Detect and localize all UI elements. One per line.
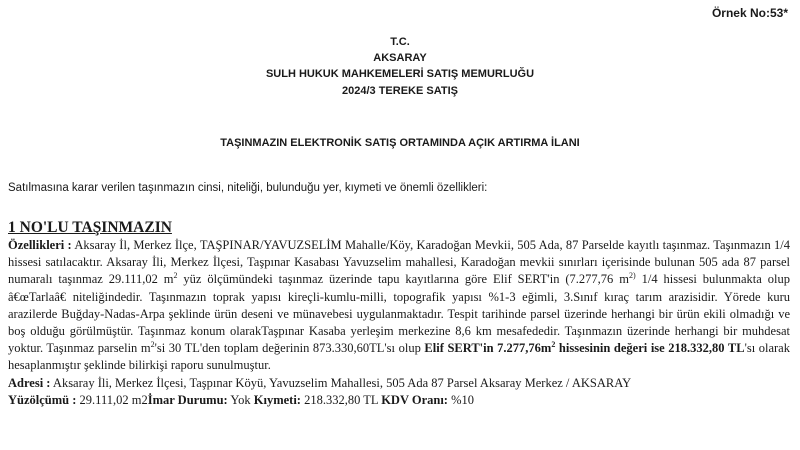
zoning-label: İmar Durumu:	[147, 392, 228, 407]
features-text-3: 1/4 hissesi bulunmakta olup â€œTarlaâ€ niteliğindedir. Taşınmazın toprak yapısı kireçli-kumlu-milli, topografik yapısı %1-3 eğimli, 3.Sınıf kıraç tarım arazisidir. Yörede kuru arazilerde Buğday-Nadas-Arpa şeklinde ürün deseni ve münavebesi uygulanmaktadır. Tespit tarihinde parsel üzerinde herhangi bir ürün ekili olmadığı ve boş olduğu görülmüştür. Taşınmaz konum olarakTaşpınar Kasaba yerleşim merkezine 8,6 km mesafededir. Taşınmazın üzerinde herhangi bir muhdesat yoktur. Taşınmaz parselin m	[8, 272, 790, 356]
features-text-2: yüz ölçümündeki taşınmaz üzerinde tapu kayıtlarına göre Elif SERT'in (7.277,76 m	[177, 272, 629, 287]
features-text-4: 'si 30 TL'den toplam değerinin 873.330,60TL'sı olup	[154, 341, 425, 356]
superscript-2d: 2	[551, 340, 556, 350]
property-details	[8, 237, 790, 409]
value-value: 218.332,80 TL	[300, 392, 382, 407]
features-text-1: Aksaray İl, Merkez İlçe, TAŞPINAR/YAVUZSELİM Mahalle/Köy, Karadoğan Mevkii, 505 Ada, 87 Parselde kayıtlı taşınmaz. Taşınmazın 1/4 hissesi satılacaktır. Aksaray İli, Merkez İlçesi, Taşpınar Kasabası Yavuzselim mahallesi, Karadoğan mevkii sınırları içerisinde bulunan 505 ada 87 parsel numaralı taşınmaz 29.111,02 m	[8, 238, 790, 287]
superscript-2b: 2)	[628, 271, 636, 281]
intro-text: Satılmasına karar verilen taşınmazın cinsi, niteliği, bulunduğu yer, kıymeti ve önemli özellikleri:	[8, 182, 488, 194]
bold-value-2: hissesinin değeri ise 218.332,80 TL	[555, 341, 745, 356]
features-text-5: 'sı olarak hesaplanmıştır şeklinde bilirkişi raporu sunulmuştur.	[8, 341, 790, 373]
bold-value-1: Elif SERT'in 7.277,76m	[424, 341, 552, 356]
address-paragraph	[8, 375, 790, 392]
value-label: Kıymeti:	[253, 392, 301, 407]
zoning-value: Yok	[227, 392, 254, 407]
features-label: Özellikleri :	[8, 238, 72, 252]
address-value: Aksaray İli, Merkez İlçesi, Taşpınar Köyü, Yavuzselim Mahallesi, 505 Ada 87 Parsel Aksaray Merkez / AKSARAY	[50, 375, 632, 390]
superscript-2a: 2	[173, 271, 178, 281]
announcement-title: TAŞINMAZIN ELEKTRONİK SATIŞ ORTAMINDA AÇIK ARTIRMA İLANI	[220, 137, 580, 149]
property-section-title: 1 NO'LU TAŞINMAZIN	[8, 219, 172, 236]
superscript-2c: 2	[150, 340, 155, 350]
address-label: Adresi :	[8, 375, 51, 390]
header-line-city: AKSARAY	[373, 52, 427, 64]
header-line-tc: T.C.	[390, 36, 410, 48]
header-line-case: 2024/3 TEREKE SATIŞ	[342, 85, 458, 97]
vat-label: KDV Oranı:	[381, 392, 448, 407]
vat-value: %10	[447, 392, 475, 407]
header-line-office: SULH HUKUK MAHKEMELERİ SATIŞ MEMURLUĞU	[265, 68, 535, 80]
area-value: 29.111,02 m2	[76, 392, 148, 407]
features-paragraph	[8, 237, 790, 375]
area-label: Yüzölçümü :	[8, 392, 77, 407]
summary-paragraph	[8, 392, 790, 409]
form-number: Örnek No:53*	[711, 6, 788, 20]
